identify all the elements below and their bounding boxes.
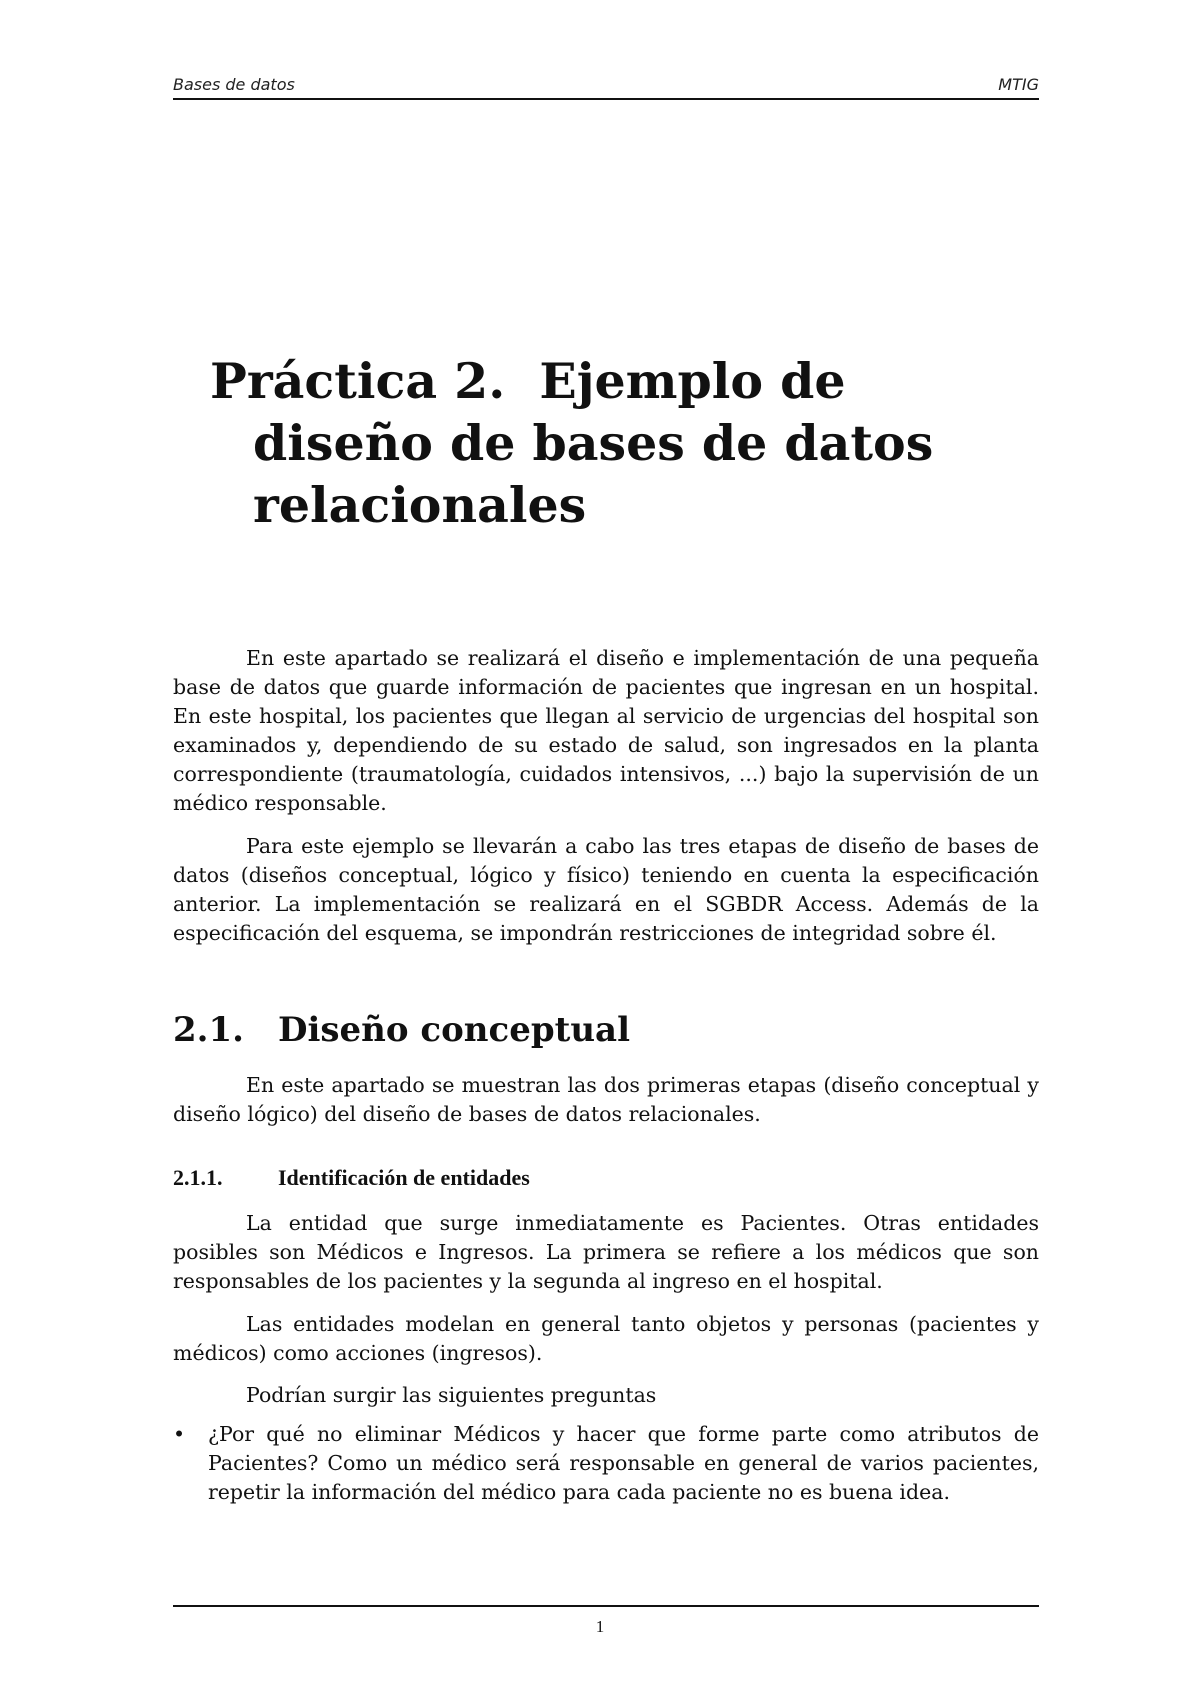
running-header — [173, 70, 1039, 100]
section-paragraph-1: En este apartado se muestran las dos primeras etapas (diseño conceptual y diseño lógico) del diseño de bases de datos relacionales. — [173, 1073, 1039, 1126]
chapter-title-line-1: Práctica 2. Ejemplo de — [210, 352, 846, 410]
chapter-title-line-3: relacionales — [253, 476, 587, 534]
subsection-paragraph-3: Podrían surgir las siguientes preguntas — [246, 1383, 657, 1407]
subsection-number: 2.1.1. — [173, 1165, 223, 1190]
header-left-text: Bases de datos — [173, 75, 295, 94]
page-number: 1 — [595, 1617, 605, 1636]
chapter-title — [210, 350, 1010, 536]
section-title: Diseño conceptual — [278, 1010, 630, 1050]
subsection-heading — [173, 1165, 530, 1191]
header-right-text: MTIG — [998, 75, 1039, 94]
section-heading — [173, 1010, 630, 1050]
subsection-paragraph-2: Las entidades modelan en general tanto objetos y personas (pacientes y médicos) como acciones (ingresos). — [173, 1312, 1039, 1365]
subsection-title: Identificación de entidades — [278, 1165, 530, 1190]
chapter-title-line-2: diseño de bases de datos — [253, 414, 934, 472]
bullet-icon: • — [173, 1422, 186, 1446]
section-number: 2.1. — [173, 1010, 244, 1050]
subsection-paragraph-1: La entidad que surge inmediatamente es Pacientes. Otras entidades posibles son Médicos e Ingresos. La primera se refiere a los médicos que son responsables de los pacientes y la segunda al ingreso en el hospital. — [173, 1211, 1039, 1293]
intro-paragraph-2: Para este ejemplo se llevarán a cabo las tres etapas de diseño de bases de datos (diseños conceptual, lógico y físico) teniendo en cuenta la especificación anterior. La implementación se realizará en el SGBDR Access. Además de la especificación del esquema, se impondrán restricciones de integridad sobre él. — [173, 834, 1039, 945]
footer-rule — [173, 1605, 1039, 1607]
list-item — [173, 1420, 1039, 1507]
list-item-text: ¿Por qué no eliminar Médicos y hacer que forme parte como atributos de Pacientes? Como un médico será responsable en general de varios pacientes, repetir la información del médico para cada paciente no es buena idea. — [208, 1422, 1039, 1504]
intro-paragraph-1: En este apartado se realizará el diseño e implementación de una pequeña base de datos que guarde información de pacientes que ingresan en un hospital. En este hospital, los pacientes que llegan al servicio de urgencias del hospital son examinados y, dependiendo de su estado de salud, son ingresados en la planta correspondiente (traumatología, cuidados intensivos, ...) bajo la supervisión de un médico responsable. — [173, 646, 1039, 815]
